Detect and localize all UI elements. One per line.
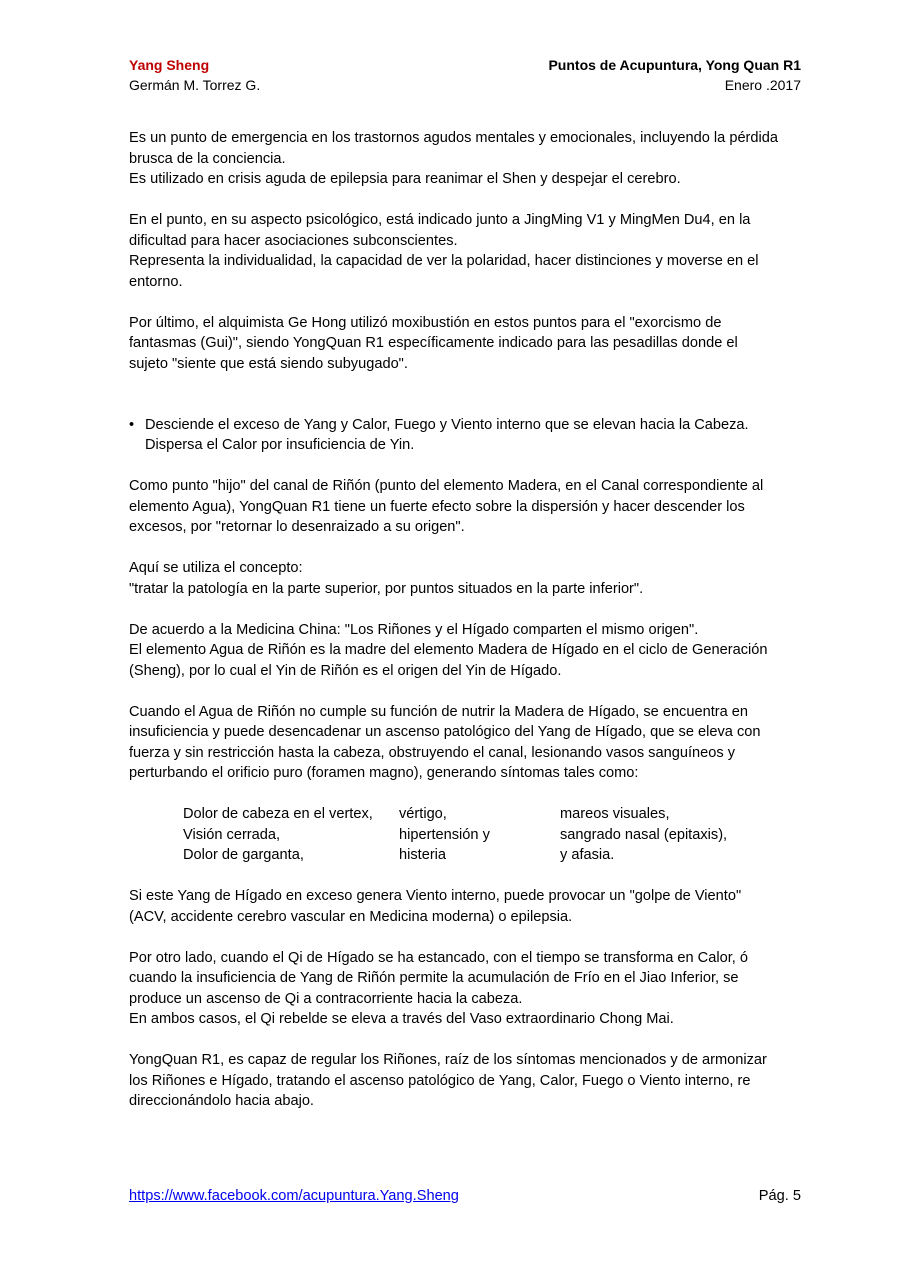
symptoms-row — [183, 825, 727, 846]
paragraph-concept-intro: Aquí se utiliza el concepto: — [129, 560, 303, 576]
paragraph-same-origin: De acuerdo a la Medicina China: "Los Riñones y el Hígado comparten el mismo origen". — [129, 621, 699, 638]
paragraph-chong-mai: En ambos casos, el Qi rebelde se eleva a través del Vaso extraordinario Chong Mai. — [129, 1011, 674, 1027]
bullet-icon: • — [129, 416, 135, 433]
paragraph-son-point: Como punto "hijo" del canal de Riñón (punto del elemento Madera, en el Canal correspondiente al elemento Agua), YongQuan R1 tiene un fuerte efecto sobre la dispersión y hacer descender los excesos, por "retornar lo desenraizado a su origen". — [129, 478, 764, 535]
symptoms-table — [183, 804, 727, 866]
paragraph-yongquan-summary: YongQuan R1, es capaz de regular los Riñones, raíz de los síntomas mencionados y de armonizar los Riñones e Hígado, tratando el ascenso patológico de Yang, Calor, Fuego o Viento interno, re direccionándolo hacia abajo. — [129, 1052, 767, 1109]
paragraph-epilepsy: Es utilizado en crisis aguda de epilepsia para reanimar el Shen y despejar el cerebro. — [129, 171, 681, 187]
spacer — [129, 395, 779, 415]
symptom-cell: vértigo, — [399, 806, 447, 822]
paragraph-liver-yang: Cuando el Agua de Riñón no cumple su función de nutrir la Madera de Hígado, se encuentra en insuficiencia y puede desencadenar un ascenso patológico del Yang de Hígado, que se eleva con fuerza y sin restricción hasta la cabeza, obstruyendo el canal, lesionando vasos sanguíneos y perturbando el orificio puro (foramen magno), generando síntomas tales como: — [129, 703, 761, 781]
header-author: Germán M. Torrez G. — [129, 77, 261, 93]
paragraph-generation-cycle: El elemento Agua de Riñón es la madre del elemento Madera de Hígado en el ciclo de Generación (Sheng), por lo cual el Yin de Riñón es el origen del Yin de Hígado. — [129, 642, 768, 679]
paragraph-psychological: En el punto, en su aspecto psicológico, está indicado junto a JingMing V1 y MingMen Du4, en la dificultad para hacer asociaciones subconscientes. — [129, 212, 751, 249]
symptom-cell: y afasia. — [560, 847, 615, 863]
symptoms-row — [183, 845, 727, 866]
paragraph-ge-hong: Por último, el alquimista Ge Hong utilizó moxibustión en estos puntos para el "exorcismo de fantasmas (Gui)", siendo YongQuan R1 específicamente indicado para las pesadillas donde el sujeto "siente que está siendo subyugado". — [129, 314, 738, 372]
symptom-cell: Dolor de cabeza en el vertex, — [183, 806, 373, 822]
bullet-item — [129, 415, 779, 456]
symptom-cell: sangrado nasal (epitaxis), — [560, 826, 728, 843]
footer-facebook-link[interactable]: https://www.facebook.com/acupuntura.Yang.Sheng — [129, 1188, 459, 1204]
header-date: Enero .2017 — [724, 77, 801, 93]
document-body — [129, 128, 779, 1132]
symptom-cell: mareos visuales, — [560, 806, 670, 822]
paragraph-concept-quote: "tratar la patología en la parte superior, por puntos situados en la parte inferior". — [129, 580, 644, 597]
bullet-text: Desciende el exceso de Yang y Calor, Fuego y Viento interno que se elevan hacia la Cabeza. Dispersa el Calor por insuficiencia de Yin. — [145, 416, 749, 453]
paragraph-qi-stagnation: Por otro lado, cuando el Qi de Hígado se ha estancado, con el tiempo se transforma en Calor, ó cuando la insuficiencia de Yang de Riñón permite la acumulación de Frío en el Jiao Inferior, se produce un ascenso de Qi a contracorriente hacia la cabeza. — [129, 949, 748, 1007]
symptom-cell: histeria — [399, 847, 447, 863]
symptoms-row — [183, 804, 727, 825]
symptom-cell: hipertensión y — [399, 826, 490, 843]
symptom-cell: Visión cerrada, — [183, 826, 281, 843]
paragraph-wind-stroke: Si este Yang de Hígado en exceso genera Viento interno, puede provocar un "golpe de Viento" (ACV, accidente cerebro vascular en Medicina moderna) o epilepsia. — [129, 888, 742, 925]
paragraph-emergency: Es un punto de emergencia en los trastornos agudos mentales y emocionales, incluyendo la pérdida brusca de la conciencia. — [129, 130, 779, 167]
header-document-title: Puntos de Acupuntura, Yong Quan R1 — [548, 57, 801, 73]
footer-page-number: Pág. 5 — [758, 1188, 801, 1204]
paragraph-individuality: Representa la individualidad, la capacidad de ver la polaridad, hacer distinciones y moverse en el entorno. — [129, 253, 759, 290]
header-site-title: Yang Sheng — [129, 57, 210, 73]
symptom-cell: Dolor de garganta, — [183, 847, 304, 863]
